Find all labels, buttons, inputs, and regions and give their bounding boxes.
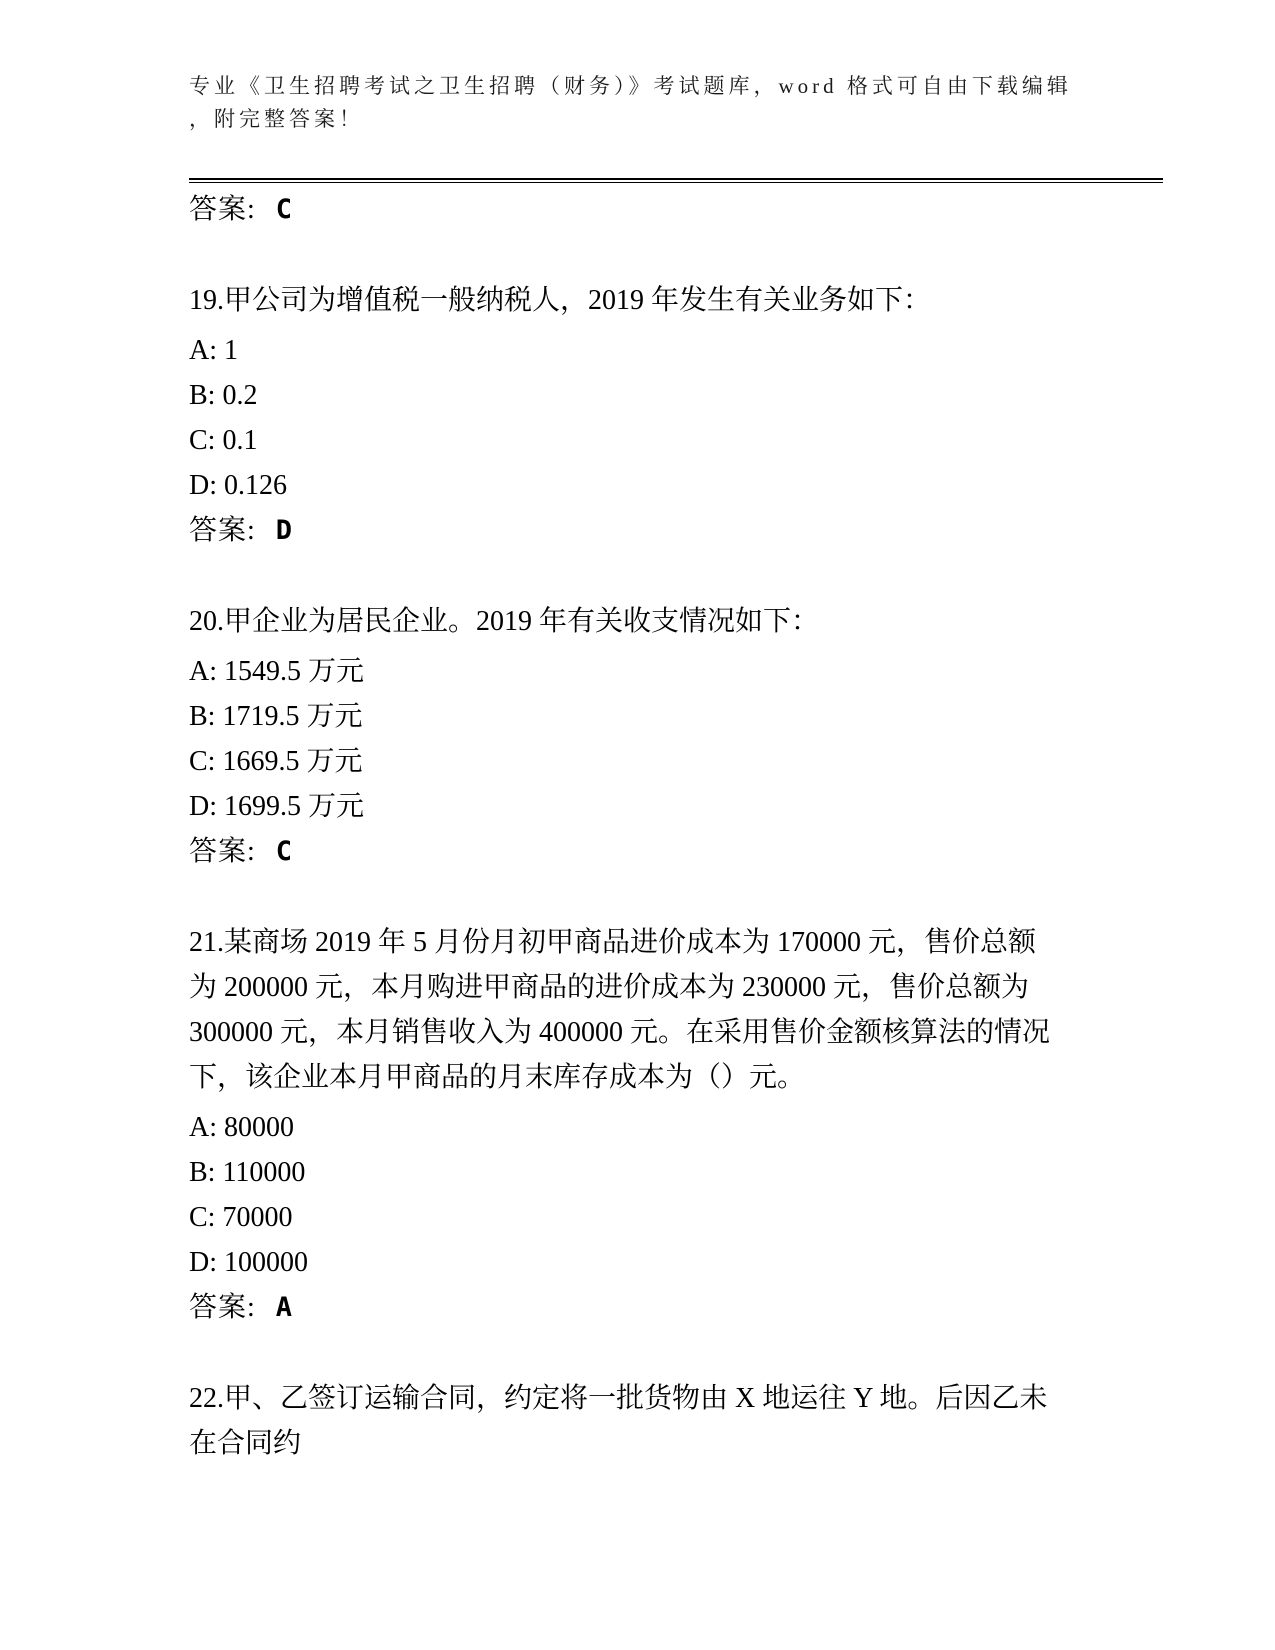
answer-value: A: [275, 1292, 293, 1323]
answer-value: C: [275, 194, 293, 225]
question-text-line-2: 在合同约: [189, 1428, 302, 1459]
option-a: A: 1: [189, 335, 238, 366]
header-rule: [189, 178, 1163, 183]
option-d: D: 100000: [189, 1247, 308, 1278]
page-header: [189, 70, 1169, 136]
options-list: [189, 1105, 1101, 1285]
answer-line-18: [189, 187, 1101, 232]
option-c: C: 70000: [189, 1202, 293, 1233]
answer-label: 答案:: [189, 515, 256, 546]
question-block-21: [189, 920, 1101, 1330]
document-body: [189, 187, 1101, 1466]
answer-label: 答案:: [189, 1292, 256, 1323]
option-b: B: 110000: [189, 1157, 306, 1188]
question-text-line-1: 21.某商场 2019 年 5 月份月初甲商品进价成本为 170000 元，售价总额: [189, 927, 1037, 958]
question-text-line-3: 300000 元，本月销售收入为 400000 元。在采用售价金额核算法的情况: [189, 1017, 1051, 1048]
option-c: C: 1669.5 万元: [189, 746, 363, 777]
header-line-2: ，附完整答案！: [189, 107, 364, 131]
header-line-1: 专业《卫生招聘考试之卫生招聘（财务）》考试题库，word 格式可自由下载编辑: [189, 74, 1072, 98]
question-text-line-1: 22.甲、乙签订运输合同，约定将一批货物由 X 地运往 Y 地。后因乙未: [189, 1383, 1048, 1414]
answer-label: 答案:: [189, 194, 256, 225]
answer-value: D: [275, 515, 293, 546]
answer-line-19: [189, 508, 1101, 553]
option-a: A: 1549.5 万元: [189, 656, 365, 687]
option-b: B: 1719.5 万元: [189, 701, 363, 732]
question-block-22: [189, 1376, 1101, 1466]
option-b: B: 0.2: [189, 380, 258, 411]
answer-label: 答案:: [189, 836, 256, 867]
option-c: C: 0.1: [189, 425, 258, 456]
question-block-19: [189, 278, 1101, 553]
answer-value: C: [275, 836, 293, 867]
question-text: 20.甲企业为居民企业。2019 年有关收支情况如下：: [189, 606, 820, 637]
question-text-line-4: 下，该企业本月甲商品的月末库存成本为（）元。: [189, 1062, 806, 1093]
option-d: D: 0.126: [189, 470, 287, 501]
question-text: 19.甲公司为增值税一般纳税人，2019 年发生有关业务如下：: [189, 285, 932, 316]
answer-line-21: [189, 1285, 1101, 1330]
answer-line-20: [189, 829, 1101, 874]
option-d: D: 1699.5 万元: [189, 791, 365, 822]
question-text-line-2: 为 200000 元，本月购进甲商品的进价成本为 230000 元，售价总额为: [189, 972, 1030, 1003]
option-a: A: 80000: [189, 1112, 294, 1143]
question-block-20: [189, 599, 1101, 874]
options-list: [189, 649, 1101, 829]
options-list: [189, 328, 1101, 508]
